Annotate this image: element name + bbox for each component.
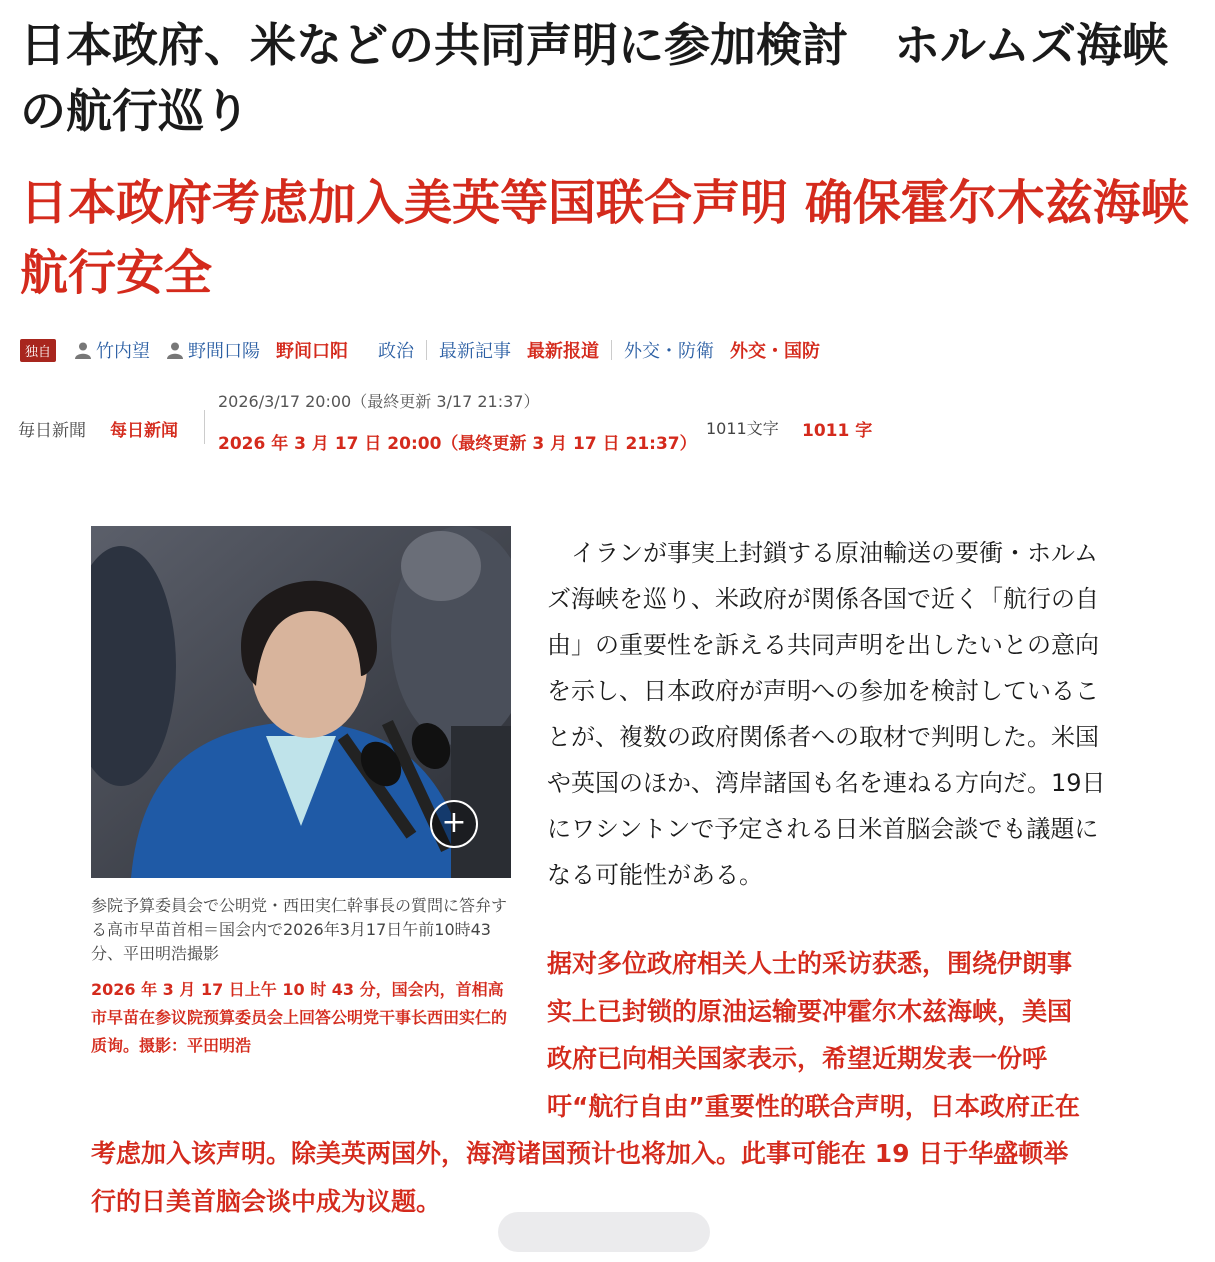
article-photo[interactable] — [91, 526, 511, 878]
category-link-politics[interactable]: 政治 — [378, 341, 415, 362]
exclusive-badge: 独自 — [20, 339, 56, 362]
category-translation-latest: 最新报道 — [527, 341, 600, 362]
article-meta-row — [20, 336, 820, 364]
author-link-nomaguchi[interactable]: 野間口陽 — [188, 341, 261, 362]
person-icon — [74, 341, 92, 359]
author-link-takeuchi[interactable]: 竹内望 — [96, 341, 151, 362]
category-link-diplomacy[interactable]: 外交・防衛 — [624, 341, 715, 362]
zoom-icon[interactable]: + — [430, 800, 478, 848]
publish-date-translation: 2026 年 3 月 17 日 20:00（最终更新 3 月 17 日 21:37） — [218, 434, 697, 454]
divider — [611, 340, 612, 360]
author-translation: 野间口阳 — [276, 341, 349, 362]
watermark-overlay — [498, 1212, 710, 1252]
headline-chinese: 日本政府考虑加入美英等国联合声明 确保霍尔木兹海峡航行安全 — [20, 175, 1189, 301]
source-row — [18, 386, 1018, 456]
publisher-translation: 每日新闻 — [110, 421, 178, 441]
character-count: 1011文字 — [706, 419, 779, 438]
article-body-translation-wrap — [91, 940, 1091, 1225]
divider — [426, 340, 427, 360]
character-count-translation: 1011 字 — [802, 421, 873, 441]
category-link-latest[interactable]: 最新記事 — [439, 341, 512, 362]
article-body: イランが事実上封鎖する原油輸送の要衝・ホルムズ海峡を巡り、米政府が関係各国で近く「航行の自由」の重要性を訴える共同声明を出したいとの意向を示し、日本政府が声明への参加を検討していることが、複数の政府関係者への取材で判明した。米国や英国のほか、湾岸諸国も名を連ねる方向だ。19日にワシントンで予定される日米首脳会談でも議題になる可能性がある。 — [547, 539, 1106, 889]
publisher-name: 毎日新聞 — [18, 421, 86, 441]
category-translation-diplomacy: 外交・国防 — [730, 341, 821, 362]
divider — [204, 410, 205, 444]
photo-caption: 参院予算委員会で公明党・西田実仁幹事長の質問に答弁する高市早苗首相＝国会内で2026年3月17日午前10時43分、平田明浩撮影 — [91, 896, 508, 963]
publish-date: 2026/3/17 20:00（最終更新 3/17 21:37） — [218, 392, 540, 411]
article-body-translation: 据对多位政府相关人士的采访获悉，围绕伊朗事实上已封锁的原油运输要冲霍尔木兹海峡，美国政府已向相关国家表示，希望近期发表一份呼吁“航行自由”重要性的联合声明，日本政府正在考虑加入该声明。除美英两国外，海湾诸国预计也将加入。此事可能在 19 日于华盛顿举行的日美首脑会谈中成为议题。 — [91, 949, 1080, 1216]
photo-caption-translation: 2026 年 3 月 17 日上午 10 时 43 分，国会内，首相高市早苗在参议院预算委员会上回答公明党干事长西田实仁的质询。摄影：平田明浩 — [91, 980, 508, 1055]
headline-japanese: 日本政府、米などの共同声明に参加検討 ホルムズ海峡の航行巡り — [20, 18, 1169, 138]
person-icon — [166, 341, 184, 359]
